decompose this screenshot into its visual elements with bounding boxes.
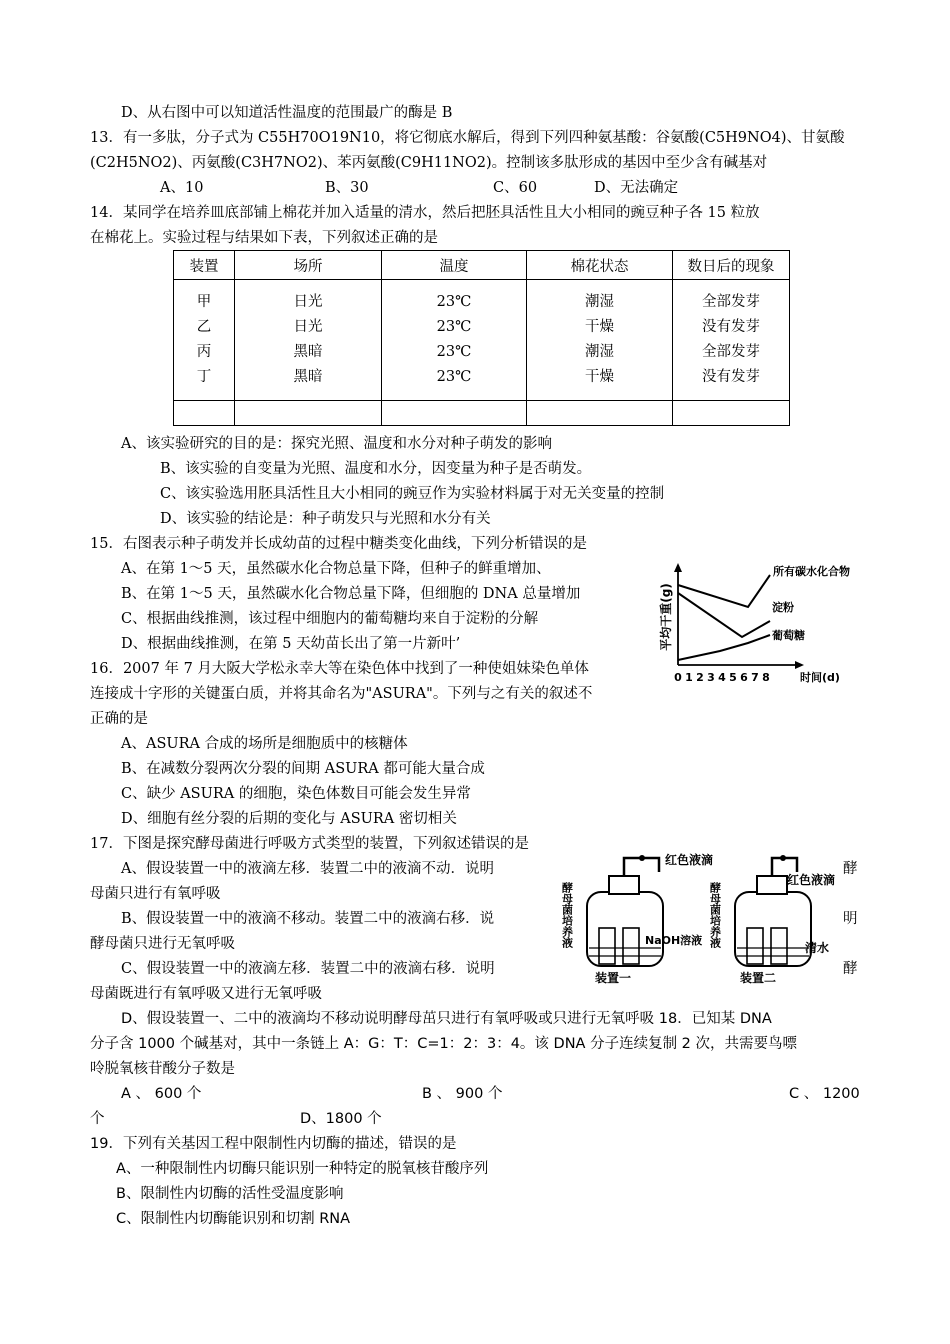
label-water: 清水 bbox=[805, 941, 830, 955]
q13-option-d: D、无法确定 bbox=[594, 180, 679, 196]
q13-stem-line2: (C2H5NO2)、丙氨酸(C3H7NO2)、苯丙氨酸(C9H11NO2)。控制该多肽形成的基因中至少含有碱基对 bbox=[90, 155, 768, 171]
q16-stem-line3: 正确的是 bbox=[90, 711, 148, 727]
q14-option-c: C、该实验选用胚具活性且大小相同的豌豆作为实验材料属于对无关变量的控制 bbox=[160, 486, 665, 502]
glucose-curve bbox=[678, 635, 770, 660]
table-cell: 黑暗 bbox=[293, 344, 323, 360]
q18-stem-line1: 分子含 1000 个碱基对，其中一条链上 A：G：T：C=1：2：3：4。该 DNA 分子连续复制 2 次，共需要鸟嘌 bbox=[90, 1036, 798, 1052]
graph-xlabel: 时间(d) bbox=[800, 671, 840, 684]
label-glucose: 葡萄糖 bbox=[772, 629, 805, 642]
q17-option-a-line2: 母菌只进行有氧呼吸 bbox=[90, 886, 221, 902]
table-cell: 乙 bbox=[196, 319, 212, 335]
q17-option-c-line1-end: 酵 bbox=[843, 961, 858, 977]
column-place bbox=[235, 280, 382, 401]
table-blank-row bbox=[174, 401, 790, 426]
experiment-table bbox=[173, 250, 790, 426]
q18-option-a: A 、 600 个 bbox=[121, 1086, 202, 1102]
q13-stem-line1: 13．有一多肽，分子式为 C55H70O19N10，将它彻底水解后，得到下列四种氨基酸：谷氨酸(C5H9NO4)、甘氨酸 bbox=[90, 130, 845, 146]
table-header: 棉花状态 bbox=[527, 251, 673, 280]
table-cell: 23℃ bbox=[436, 294, 472, 310]
column-device bbox=[174, 280, 235, 401]
q17-option-c-line2: 母菌既进行有氧呼吸又进行无氧呼吸 bbox=[90, 986, 322, 1002]
table-body-row bbox=[174, 280, 790, 401]
q17-option-b-line2: 酵母菌只进行无氧呼吸 bbox=[90, 936, 235, 952]
q15-option-a: A、在第 1～5 天，虽然碳水化合物总量下降，但种子的鲜重增加、 bbox=[121, 561, 551, 577]
label-red-drop-1: 红色液滴 bbox=[665, 853, 714, 867]
q14-stem-line1: 14．某同学在培养皿底部铺上棉花并加入适量的清水，然后把胚具活性且大小相同的豌豆种子各 15 粒放 bbox=[90, 205, 760, 221]
q18-stem-line2: 呤脱氧核苷酸分子数是 bbox=[90, 1061, 235, 1077]
table-header: 装置 bbox=[174, 251, 235, 280]
q14-option-b: B、该实验的自变量为光照、温度和水分，因变量为种子是否萌发。 bbox=[160, 461, 592, 477]
table-header: 场所 bbox=[235, 251, 382, 280]
column-result bbox=[673, 280, 790, 401]
table-cell: 23℃ bbox=[436, 369, 472, 385]
q14-option-a: A、该实验研究的目的是：探究光照、温度和水分对种子萌发的影响 bbox=[121, 436, 552, 452]
q18-option-d: D、1800 个 bbox=[300, 1111, 382, 1127]
q13-option-c: C、60 bbox=[493, 180, 538, 196]
table-cell: 23℃ bbox=[436, 319, 472, 335]
device-two bbox=[735, 855, 811, 966]
q15-option-c: C、根据曲线推测，该过程中细胞内的葡萄糖均来自于淀粉的分解 bbox=[121, 611, 539, 627]
table-header: 温度 bbox=[382, 251, 527, 280]
q17-option-b-line1-end: 明 bbox=[843, 911, 858, 927]
label-total: 所有碳水化合物 bbox=[773, 565, 850, 578]
table-header-row bbox=[174, 251, 790, 280]
q17-stem: 17．下图是探究酵母菌进行呼吸方式类型的装置，下列叙述错误的是 bbox=[90, 836, 529, 852]
table-cell: 丁 bbox=[196, 369, 212, 385]
q18-option-b: B 、 900 个 bbox=[422, 1086, 503, 1102]
table-cell: 没有发芽 bbox=[702, 319, 760, 335]
table-cell: 日光 bbox=[293, 294, 323, 310]
xtick: 4 bbox=[718, 671, 726, 684]
table-cell: 丙 bbox=[196, 344, 212, 360]
q16-option-a: A、ASURA 合成的场所是细胞质中的核糖体 bbox=[121, 736, 408, 752]
label-device-one: 装置一 bbox=[595, 971, 632, 985]
label-starch: 淀粉 bbox=[772, 601, 794, 614]
xtick: 5 bbox=[729, 671, 737, 684]
q12-option-d: D、从右图中可以知道活性温度的范围最广的酶是 B bbox=[121, 105, 453, 121]
q16-option-c: C、缺少 ASURA 的细胞，染色体数目可能会发生异常 bbox=[121, 786, 471, 802]
table-cell: 干燥 bbox=[585, 369, 614, 385]
q17-option-d: D、假设装置一、二中的液滴均不移动说明酵母茁只进行有氧呼吸或只进行无氧呼吸 18．已知某 DNA bbox=[121, 1011, 772, 1027]
q16-stem-line2: 连接成十字形的关键蛋白质，并将其命名为"ASURA"。下列与之有关的叙述不 bbox=[90, 686, 593, 702]
q19-option-a: A、一种限制性内切酶只能识别一种特定的脱氧核苷酸序列 bbox=[116, 1161, 489, 1177]
q17-option-c-line1: C、假设装置一中的液滴左移．装置二中的液滴右移．说明 bbox=[121, 961, 495, 977]
q19-option-c: C、限制性内切酶能识别和切割 RNA bbox=[116, 1211, 351, 1227]
sugar-curve-graph bbox=[660, 555, 860, 690]
yeast-apparatus-diagram bbox=[560, 852, 850, 987]
label-red-drop-2: 红色液滴 bbox=[787, 873, 836, 887]
q15-option-d: D、根据曲线推测，在第 5 天幼苗长出了第一片新叶’ bbox=[121, 636, 461, 652]
xtick: 6 bbox=[740, 671, 748, 684]
q15-option-b: B、在第 1～5 天，虽然碳水化合物总量下降，但细胞的 DNA 总量增加 bbox=[121, 586, 581, 602]
q14-option-d: D、该实验的结论是：种子萌发只与光照和水分有关 bbox=[160, 511, 491, 527]
column-cotton-state bbox=[527, 280, 673, 401]
table-cell: 干燥 bbox=[585, 319, 614, 335]
q19-option-b: B、限制性内切酶的活性受温度影响 bbox=[116, 1186, 344, 1202]
xtick: 2 bbox=[696, 671, 704, 684]
q18-option-c: C 、 1200 bbox=[789, 1086, 860, 1102]
xtick: 7 bbox=[751, 671, 759, 684]
label-yeast-culture-2: 酵母菌培养液 bbox=[708, 882, 722, 948]
q13-option-a: A、10 bbox=[160, 180, 204, 196]
xtick: 8 bbox=[762, 671, 770, 684]
table-cell: 没有发芽 bbox=[702, 369, 760, 385]
q18-option-c-unit: 个 bbox=[90, 1111, 105, 1127]
q16-option-d: D、细胞有丝分裂的后期的变化与 ASURA 密切相关 bbox=[121, 811, 457, 827]
q13-option-b: B、30 bbox=[325, 180, 369, 196]
table-cell: 潮湿 bbox=[585, 344, 614, 360]
q14-stem-line2: 在棉花上。实验过程与结果如下表，下列叙述正确的是 bbox=[90, 230, 438, 246]
label-yeast-culture-1: 酵母菌培养液 bbox=[560, 882, 574, 948]
graph-ylabel: 平均干重(g) bbox=[659, 583, 673, 651]
table-cell: 日光 bbox=[293, 319, 323, 335]
q17-option-a-line1-end: 酵 bbox=[843, 861, 858, 877]
q16-option-b: B、在减数分裂两次分裂的间期 ASURA 都可能大量合成 bbox=[121, 761, 485, 777]
table-cell: 全部发芽 bbox=[702, 344, 760, 360]
xtick: 3 bbox=[707, 671, 715, 684]
table-cell: 潮湿 bbox=[585, 294, 614, 310]
table-cell: 甲 bbox=[196, 294, 212, 310]
q15-stem: 15．右图表示种子萌发并长成幼苗的过程中糖类变化曲线，下列分析错误的是 bbox=[90, 536, 587, 552]
q17-option-b-line1: B、假设装置一中的液滴不移动。装置二中的液滴右移．说 bbox=[121, 911, 495, 927]
table-cell: 23℃ bbox=[436, 344, 472, 360]
device-one bbox=[587, 855, 663, 966]
table-cell: 全部发芽 bbox=[702, 294, 760, 310]
table-cell: 黑暗 bbox=[293, 369, 323, 385]
column-temperature bbox=[382, 280, 527, 401]
label-device-two: 装置二 bbox=[740, 971, 777, 985]
q16-stem-line1: 16．2007 年 7 月大阪大学松永幸大等在染色体中找到了一种使姐妹染色单体 bbox=[90, 661, 589, 677]
label-naoh: NaOH溶液 bbox=[645, 934, 703, 947]
q19-stem: 19．下列有关基因工程中限制性内切酶的描述，错误的是 bbox=[90, 1136, 457, 1152]
xtick: 0 bbox=[674, 671, 682, 684]
xtick: 1 bbox=[685, 671, 693, 684]
table-header: 数日后的现象 bbox=[673, 251, 790, 280]
q17-option-a-line1: A、假设装置一中的液滴左移．装置二中的液滴不动．说明 bbox=[121, 861, 494, 877]
